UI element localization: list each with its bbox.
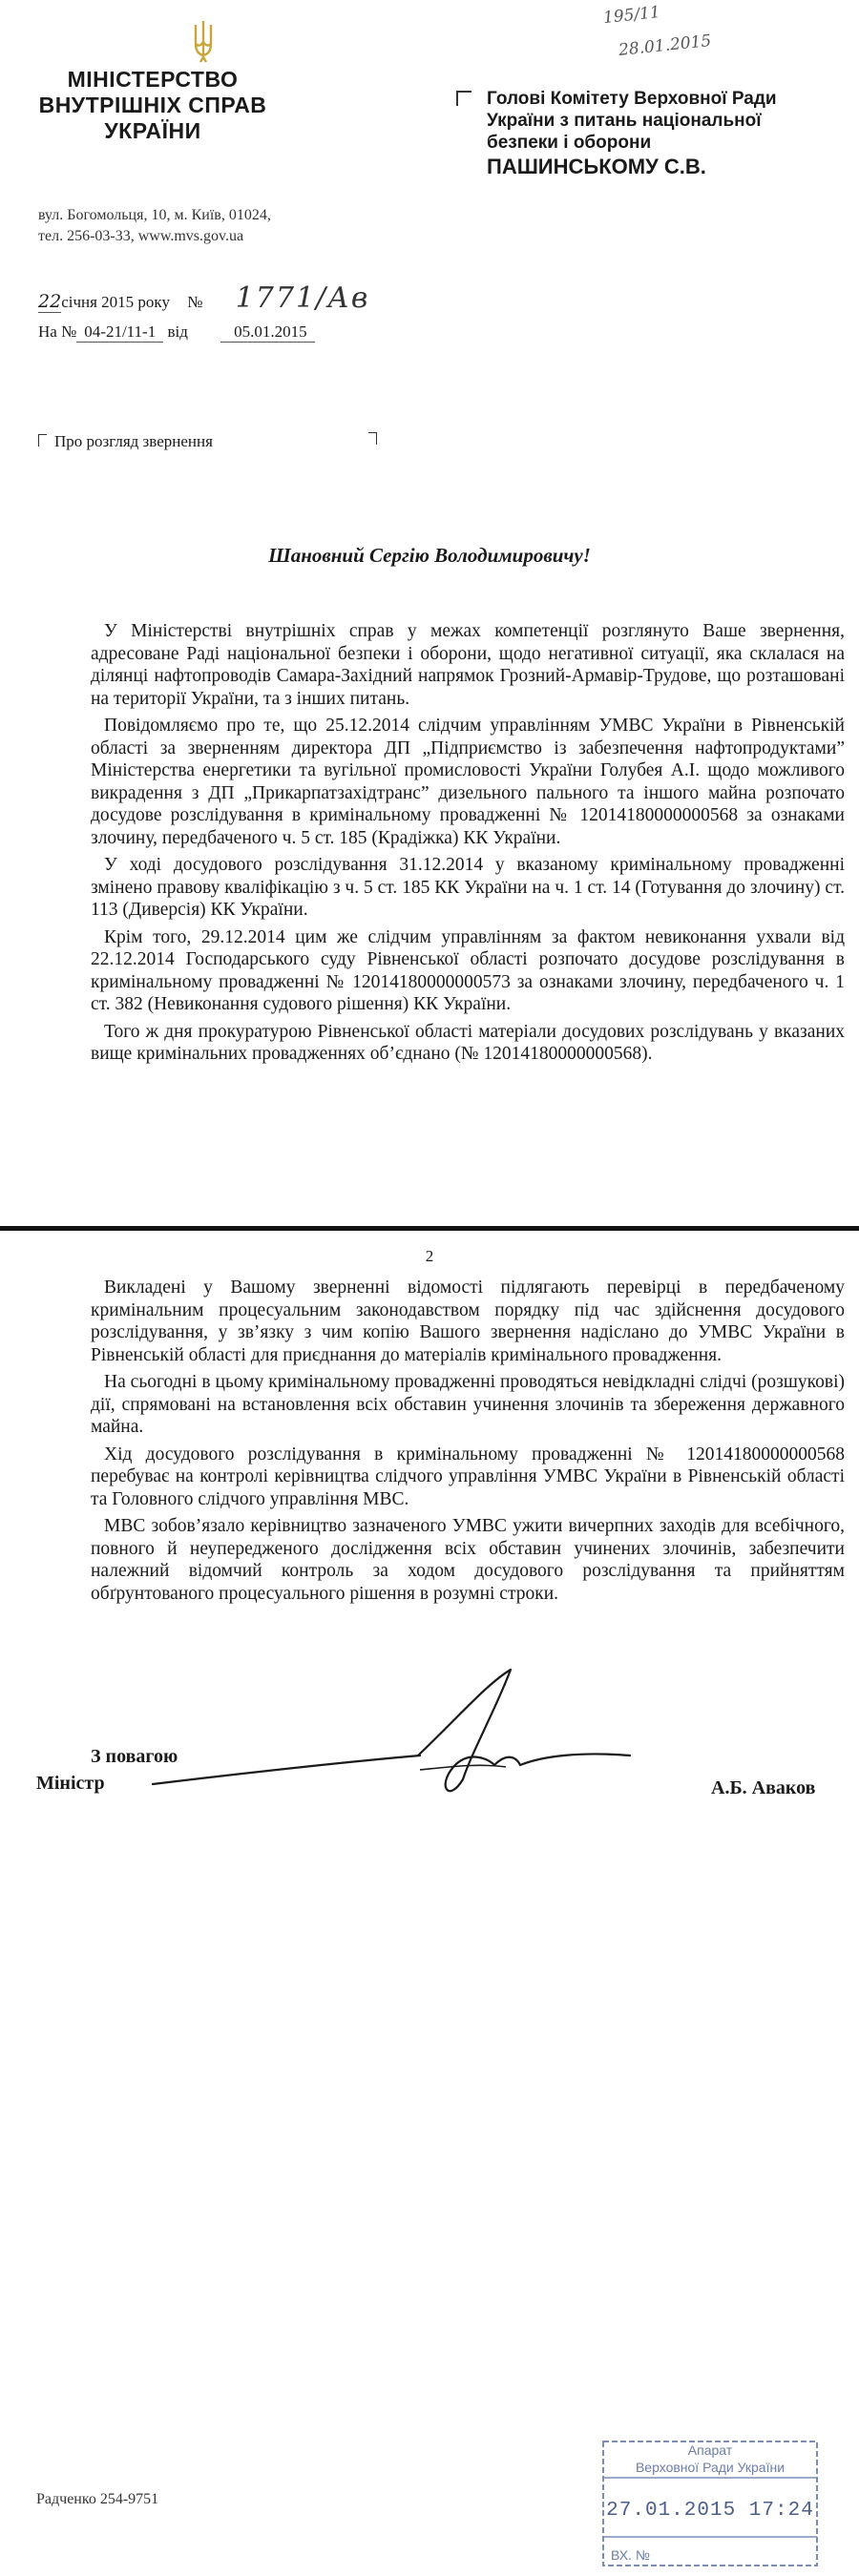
ministry-line-2: ВНУТРІШНІХ СПРАВ (38, 93, 267, 117)
page2-paragraph: МВС зобов’язало керівництво зазначеного УМВС ужити вичерпних заходів для всебічного, повного й неупередженого дослідження всіх обставин учинених злочинів, забезпечити належний відомчий контроль за ходом досудового розслідування та прийняттям обґрунтованого процесуального рішення в розумні строки. (91, 1516, 845, 1604)
subject-line (38, 432, 213, 451)
outgoing-day: 22 (38, 291, 62, 312)
page-number: 2 (425, 1247, 434, 1265)
ministry-line-3: УКРАЇНИ (104, 118, 201, 143)
signer-title: Міністр (36, 1773, 105, 1794)
reference-from-label: від (167, 322, 188, 341)
outgoing-date-line (38, 281, 369, 315)
page1-body (91, 620, 845, 1070)
outgoing-number-label: № (187, 293, 203, 311)
page1-paragraph: Того ж дня прокуратурою Рівненської області матеріали досудових розслідувань у вказаних вище кримінальних провадженнях об’єднано (№ 12014180000000568). (91, 1021, 845, 1064)
reference-number: 04-21/11-1 (76, 322, 163, 343)
reference-date: 05.01.2015 (220, 322, 315, 343)
handwritten-registration-number: 195/11 (602, 2, 661, 29)
page1-paragraph: У Міністерстві внутрішніх справ у межах компетенції розглянуто Ваше звернення, адресоване Раді національної безпеки і оборони, щодо негативної ситуації, яка склалася на ділянці нафтопроводів Самара-Західний напрямок Грозний-Армавір-Трудове, що розташовані на території України, та з інших питань. (91, 621, 845, 709)
handwritten-registration-date: 28.01.2015 (618, 31, 713, 61)
executor-contact: Радченко 254-9751 (36, 2491, 159, 2507)
salutation: Шановний Сергію Володимировичу! (268, 544, 591, 567)
page2-paragraph: На сьогодні в цьому кримінальному провадженні проводяться невідкладні слідчі (розшукові) дії, спрямовані на встановлення всіх обставин учинення злочинів та збереження державного майна. (91, 1372, 845, 1437)
handwritten-signature (134, 1660, 668, 1822)
address-line-1: вул. Богомольця, 10, м. Київ, 01024, (38, 207, 271, 223)
ministry-address (38, 205, 271, 247)
page1-paragraph: Повідомляємо про те, що 25.12.2014 слідчим управлінням УМВС України в Рівненській області за зверненням директора ДП „Підприємство із забезпечення нафтопродуктами” Міністерства енергетики та вугільної промисловості України Голубея А.І. щодо можливого викрадення з ДП „Прикарпатзахідтранс” дизельного пального та іншого майна розпочато досудове розслідування в кримінальному провадженні № 12014180000000568 за ознаками злочину, передбаченого ч. 5 ст. 185 (Крадіжка) КК України. (91, 716, 845, 848)
page1-paragraph: Крім того, 29.12.2014 цим же слідчим управлінням за фактом невиконання ухвали від 22.12.2014 Господарського суду Рівненської області розпочато досудове розслідування в кримінальному провадженні № 12014180000000573 за ознаками злочину, передбаченого ч. 1 ст. 382 (Невиконання судового рішення) КК України. (91, 926, 845, 1014)
page2-paragraph: Викладені у Вашому зверненні відомості підлягають перевірці в передбаченому кримінальним процесуальним законодавством порядку під час здійснення досудового розслідування, у зв’язку з чим копію Вашого звернення надіслано до УМВС України в Рівненській області для приєднання до матеріалів кримінального провадження. (91, 1278, 845, 1365)
trident-icon (191, 19, 216, 63)
addressee-name: ПАШИНСЬКОМУ С.В. (487, 155, 706, 178)
addressee-line-1: Голові Комітету Верховної Ради (487, 89, 777, 109)
subject-bracket-right (368, 432, 377, 445)
reference-label: На № (38, 322, 77, 341)
closing-regards: З повагою (91, 1746, 178, 1767)
page2-body (91, 1277, 845, 1610)
stamp-line-1: Апарат (687, 2442, 733, 2458)
stamp-datetime: 27.01.2015 17:24 (606, 2500, 814, 2522)
outgoing-month-year: січня 2015 року (61, 293, 170, 311)
addressee-corner-mark (456, 91, 471, 106)
signer-name: А.Б. Аваков (711, 1777, 816, 1798)
stamp-incoming-label: ВХ. № (611, 2547, 650, 2563)
ministry-line-1: МІНІСТЕРСТВО (67, 67, 239, 92)
stamp-line-2: Верховної Ради України (635, 2460, 786, 2475)
page-separator (0, 1226, 859, 1231)
subject-bracket-left (38, 434, 47, 447)
address-line-2: тел. 256-03-33, www.mvs.gov.ua (38, 228, 244, 244)
reference-line (38, 322, 315, 343)
addressee-line-3: безпеки і оборони (487, 133, 652, 153)
addressee-line-2: України з питань національної (487, 111, 762, 131)
outgoing-number-handwritten: 1771/Ав (235, 281, 370, 315)
subject-text: Про розгляд звернення (54, 432, 213, 450)
addressee-block (487, 88, 849, 179)
page2-paragraph: Хід досудового розслідування в кримінальному провадженні № 12014180000000568 перебуває на контролі керівництва слідчого управління УМВС України в Рівненській області та Головного слідчого управління МВС. (91, 1444, 845, 1509)
ministry-name (38, 67, 267, 144)
page1-paragraph: У ході досудового розслідування 31.12.2014 у вказаному кримінальному провадженні змінено правову кваліфікацію з ч. 5 ст. 185 КК України на ч. 1 ст. 14 (Готування до злочину) ст. 113 (Диверсія) КК України. (91, 855, 845, 920)
